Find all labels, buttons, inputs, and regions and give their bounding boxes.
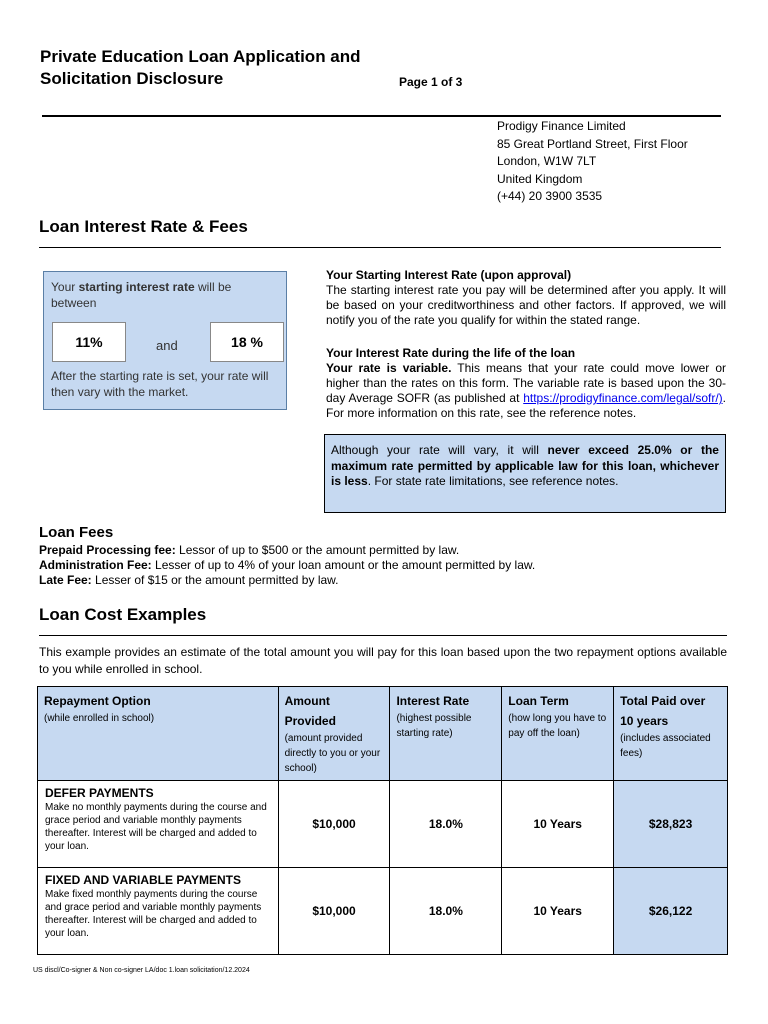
col-repayment-option: [38, 687, 279, 781]
rate-and-label: and: [156, 338, 178, 353]
rate-box-intro-line2: between: [51, 296, 97, 310]
lender-address: [497, 118, 688, 206]
rate-range-box: [43, 271, 287, 410]
interest-section-divider: [39, 247, 721, 248]
min-rate-value: 11%: [52, 322, 126, 362]
fees-list: [39, 543, 535, 588]
table-row: [38, 781, 728, 868]
rate-cap-post: . For state rate limitations, see reference notes.: [367, 474, 619, 488]
option-title: FIXED AND VARIABLE PAYMENTS: [45, 873, 242, 887]
col-loan-term: [502, 687, 614, 781]
lender-name: Prodigy Finance Limited: [497, 119, 626, 133]
rate-box-intro-bold: starting interest rate: [78, 280, 195, 294]
row-option: [38, 781, 279, 868]
header-divider: [42, 115, 721, 117]
col-total-paid: [614, 687, 728, 781]
cost-examples-heading: Loan Cost Examples: [39, 605, 207, 624]
life-rate-end: . For more information on this rate, see the reference notes.: [326, 391, 726, 420]
row-term: 10 Years: [502, 781, 614, 868]
cost-examples-intro: This example provides an estimate of the total amount you will pay for this loan based upon the two repayment options available to you while enrolled in school.: [39, 645, 727, 676]
col-sub: (while enrolled in school): [44, 713, 155, 724]
rate-box-intro-pre: Your: [51, 280, 79, 294]
row-amount: $10,000: [278, 781, 390, 868]
rate-box-after-line2: then vary with the market.: [51, 385, 189, 399]
fee-administration: [39, 558, 535, 573]
life-rate-block: [326, 346, 726, 421]
row-amount: $10,000: [278, 868, 390, 955]
lender-phone: (+44) 20 3900 3535: [497, 189, 603, 203]
loan-fees-heading: Loan Fees: [39, 524, 114, 541]
option-description: Make fixed monthly payments during the course and grace period and variable monthly payments thereafter. Interest will be charged and added to your loan.: [45, 889, 262, 939]
title-line-1: Private Education Loan Application and: [40, 47, 361, 66]
rate-box-intro-post: will be: [194, 280, 232, 294]
option-title: DEFER PAYMENTS: [45, 786, 154, 800]
col-title: Repayment Option: [44, 694, 151, 708]
fee-processing: [39, 543, 535, 558]
starting-rate-block: [326, 268, 726, 328]
document-title: [40, 46, 400, 90]
table-row: [38, 868, 728, 955]
starting-rate-heading: Your Starting Interest Rate (upon approval): [326, 268, 572, 282]
fee-late: [39, 573, 535, 588]
col-title: Total Paid over 10 years: [620, 694, 706, 728]
sofr-link[interactable]: https://prodigyfinance.com/legal/sofr/): [523, 391, 723, 405]
row-total: $28,823: [614, 781, 728, 868]
col-sub: (how long you have to pay off the loan): [508, 713, 607, 739]
life-rate-body: This means that your rate could move lower or higher than the rates on this form. The variable rate is based upon the 30-day Average SOFR (as published at: [326, 361, 727, 405]
fee-late-label: Late Fee:: [39, 573, 92, 587]
document-footer: US discl/Co-signer & Non co-signer LA/doc 1.loan solicitation/12.2024: [33, 967, 250, 974]
rate-box-intro: [51, 279, 231, 311]
row-option: [38, 868, 279, 955]
title-line-2: Solicitation Disclosure: [40, 69, 224, 88]
rate-box-after-line1: After the starting rate is set, your rate will: [51, 369, 269, 383]
col-title: Loan Term: [508, 694, 569, 708]
loan-cost-table: [37, 686, 728, 955]
life-rate-heading: Your Interest Rate during the life of the loan: [326, 346, 576, 360]
fee-late-text: Lesser of $15 or the amount permitted by law.: [91, 573, 339, 587]
rate-cap-pre: Although your rate will vary, it will: [331, 443, 548, 457]
row-term: 10 Years: [502, 868, 614, 955]
max-rate-value: 18 %: [210, 322, 284, 362]
row-rate: 18.0%: [390, 868, 502, 955]
rate-cap-bold: never exceed 25.0% or the maximum rate permitted by applicable law for this loan, whichever is less: [331, 443, 719, 488]
rate-box-after: [51, 368, 268, 400]
life-rate-text: [326, 361, 726, 421]
lender-city: London, W1W 7LT: [497, 154, 597, 168]
starting-rate-text: The starting interest rate you pay will be determined after you apply. It will be based on your creditworthiness and other factors. If approved, we will notify you of the rate you qualify for within the stated range.: [326, 283, 726, 327]
lender-country: United Kingdom: [497, 171, 583, 186]
life-rate-bold: Your rate is variable.: [326, 361, 452, 375]
fee-administration-label: Administration Fee:: [39, 558, 152, 572]
table-header-row: [38, 687, 728, 781]
lender-street: 85 Great Portland Street, First Floor: [497, 136, 688, 151]
fee-processing-text: Lessor of up to $500 or the amount permitted by law.: [175, 543, 460, 557]
col-title: Interest Rate: [396, 694, 470, 708]
rate-cap-note: [324, 434, 726, 513]
fee-processing-label: Prepaid Processing fee:: [39, 543, 176, 557]
col-interest-rate: [390, 687, 502, 781]
page-number: Page 1 of 3: [399, 75, 463, 89]
interest-section-heading: Loan Interest Rate & Fees: [39, 217, 248, 236]
cost-examples-divider: [39, 635, 727, 636]
fee-administration-text: Lesser of up to 4% of your loan amount or the amount permitted by law.: [151, 558, 536, 572]
row-rate: 18.0%: [390, 781, 502, 868]
option-description: Make no monthly payments during the course and grace period and variable monthly payments thereafter. Interest will be charged and added to your loan.: [45, 802, 267, 852]
col-sub: (highest possible starting rate): [396, 713, 472, 739]
col-sub: (includes associated fees): [620, 733, 711, 759]
row-total: $26,122: [614, 868, 728, 955]
col-amount-provided: [278, 687, 390, 781]
col-title: Amount Provided: [284, 694, 336, 728]
col-sub: (amount provided directly to you or your school): [284, 733, 381, 774]
